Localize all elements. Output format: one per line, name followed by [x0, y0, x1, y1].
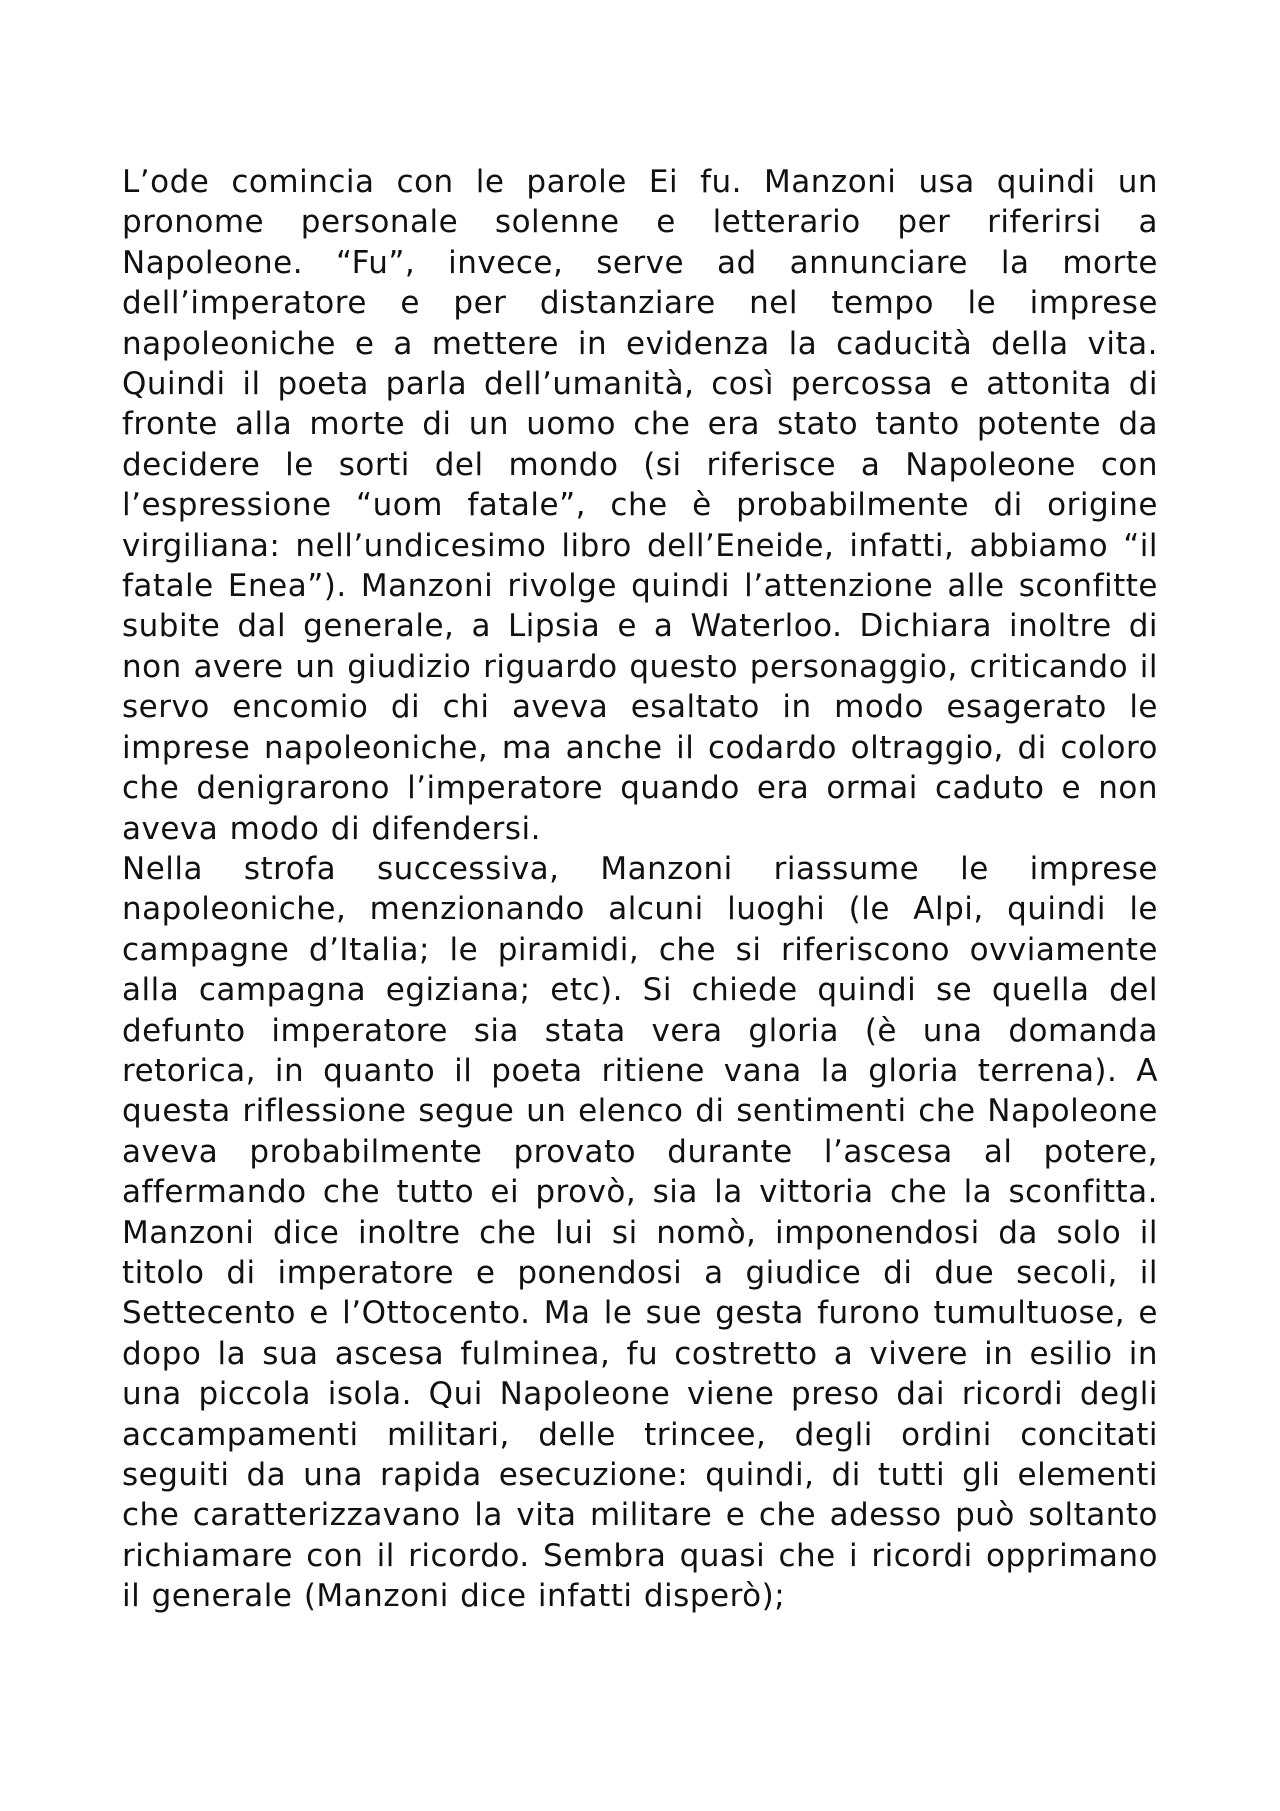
paragraph-2: Nella strofa successiva, Manzoni riassume le imprese napoleoniche, menzionando alcuni luoghi (le Alpi, quindi le campagne d’Italia; le piramidi, che si riferiscono ovviamente alla campagna egiziana; etc). Si chiede quindi se quella del defunto imperatore sia stata vera gloria (è una domanda retorica, in quanto il poeta ritiene vana la gloria terrena). A questa riflessione segue un elenco di sentimenti che Napoleone aveva probabilmente provato durante l’ascesa al potere, affermando che tutto ei provò, sia la vittoria che la sconfitta. Manzoni dice inoltre che lui si nomò, imponendosi da solo il titolo di imperatore e ponendosi a giudice di due secoli, il Settecento e l’Ottocento. Ma le sue gesta furono tumultuose, e dopo la sua ascesa fulminea, fu costretto a vivere in esilio in una piccola isola. Qui Napoleone viene preso dai ricordi degli accampamenti militari, delle trincee, degli ordini concitati seguiti da una rapida esecuzione: quindi, di tutti gli elementi che caratterizzavano la vita militare e che adesso può soltanto richiamare con il ricordo. Sembra quasi che i ricordi opprimano il generale (Manzoni dice infatti disperò); — [122, 850, 1158, 1615]
paragraph-1: L’ode comincia con le parole Ei fu. Manzoni usa quindi un pronome personale solenne e letterario per riferirsi a Napoleone. “Fu”, invece, serve ad annunciare la morte dell’imperatore e per distanziare nel tempo le imprese napoleoniche e a mettere in evidenza la caducità della vita. Quindi il poeta parla dell’umanità, così percossa e attonita di fronte alla morte di un uomo che era stato tanto potente da decidere le sorti del mondo (si riferisce a Napoleone con l’espressione “uom fatale”, che è probabilmente di origine virgiliana: nell’undicesimo libro dell’Eneide, infatti, abbiamo “il fatale Enea”). Manzoni rivolge quindi l’attenzione alle sconfitte subite dal generale, a Lipsia e a Waterloo. Dichiara inoltre di non avere un giudizio riguardo questo personaggio, criticando il servo encomio di chi aveva esaltato in modo esagerato le imprese napoleoniche, ma anche il codardo oltraggio, di coloro che denigrarono l’imperatore quando era ormai caduto e non aveva modo di difendersi. — [122, 164, 1158, 847]
body-text — [122, 162, 1158, 1617]
